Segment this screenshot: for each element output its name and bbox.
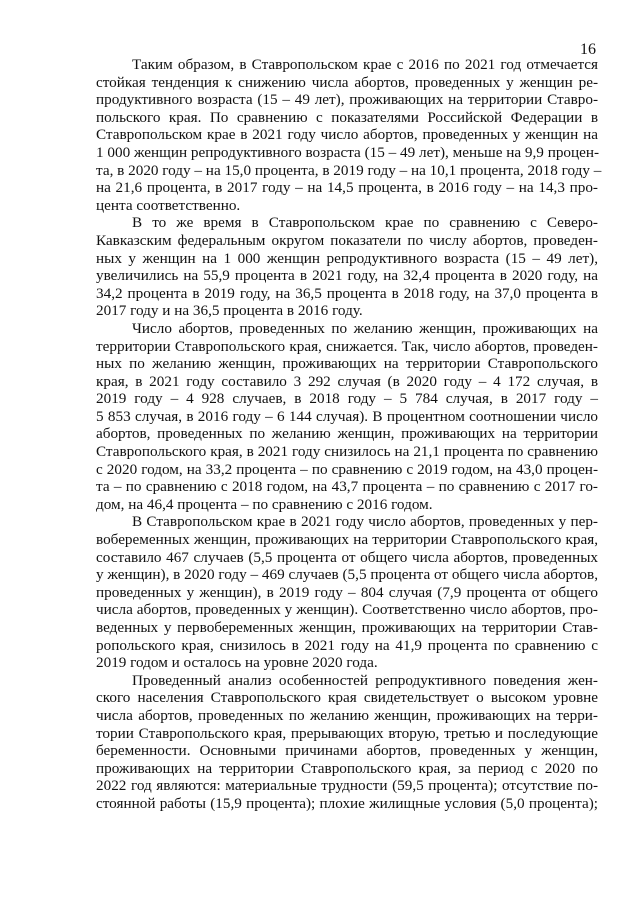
text-line: стойкая тенденция к снижению числа абортов, проведенных у женщин ре-	[96, 73, 598, 91]
paragraph	[96, 672, 598, 813]
text-line: увеличились на 55,9 процента в 2021 году, на 32,4 процента в 2020 году, на	[96, 267, 598, 285]
text-line: ных по желанию женщин, проживающих на территории Ставропольского	[96, 355, 598, 373]
text-line: ропольского края, снизилось в 2021 году на 41,9 процента по сравнению с	[96, 636, 598, 654]
text-line: вобеременных женщин, проживающих на территории Ставропольского края,	[96, 531, 598, 549]
text-line: Ставропольского края, в 2021 году снизилось на 21,1 процента по сравнению	[96, 443, 598, 461]
text-line: веденных у первобеременных женщин, проживающих на территории Став-	[96, 619, 598, 636]
text-line: Таким образом, в Ставропольском крае с 2016 по 2021 год отмечается	[132, 56, 598, 73]
text-line: у женщин), в 2020 году – 469 случаев (5,5 процента от общего числа абортов,	[96, 566, 598, 584]
text-line: Проведенный анализ особенностей репродуктивного поведения жен-	[132, 671, 598, 689]
text-line: территории Ставропольского края, снижается. Так, число абортов, проведен-	[96, 337, 598, 355]
text-line: Число абортов, проведенных по желанию женщин, проживающих на	[132, 319, 598, 337]
text-line: продуктивного возраста (15 – 49 лет), проживающих на территории Ставро-	[96, 91, 598, 109]
text-line: 1 000 женщин репродуктивного возраста (15 – 49 лет), меньше на 9,9 процен-	[96, 143, 600, 161]
paragraph	[96, 513, 598, 671]
text-line: проведенных у женщин), в 2019 году – 804 случая (7,9 процента от общего	[96, 583, 598, 601]
text-line: тории Ставропольского края, прерывающих вторую, третью и последующие	[96, 724, 598, 742]
paragraph	[96, 320, 598, 514]
text-line: польского края. По сравнению с показателями Российской Федерации в	[96, 108, 598, 126]
text-line: 2019 году – 4 928 случаев, в 2018 году – 5 784 случая, в 2017 году –	[96, 390, 598, 408]
text-line: с 2020 годом, на 33,2 процента – по сравнению с 2019 годом, на 43,0 процен-	[96, 460, 598, 478]
text-line: абортов, проведенных по желанию женщин, проживающих на территории	[96, 425, 598, 443]
text-line: числа абортов, проведенных у женщин). Соответственно число абортов, про-	[96, 601, 598, 619]
text-line: числа абортов, проведенных по желанию женщин, проживающих на терри-	[96, 706, 598, 724]
text-line: В то же время в Ставропольском крае по сравнению с Северо-	[132, 214, 598, 232]
text-line: проживающих на территории Ставропольского края, за период с 2020 по	[96, 759, 598, 777]
body-text	[96, 56, 602, 813]
text-line: 2017 году и на 36,5 процента в 2016 году.	[96, 302, 363, 320]
paragraph	[96, 56, 602, 214]
text-line: дом, на 46,4 процента – по сравнению с 2016 годом.	[96, 495, 433, 513]
text-line: 34,2 процента в 2019 году, на 36,5 процента в 2018 году, на 37,0 процента в	[96, 284, 598, 302]
text-line: 5 853 случая, в 2016 году – 6 144 случая). В процентном соотношении число	[96, 407, 598, 425]
text-line: В Ставропольском крае в 2021 году число абортов, проведенных у пер-	[132, 513, 598, 531]
text-line: ных у женщин на 1 000 женщин репродуктивного возраста (15 – 49 лет),	[96, 249, 598, 267]
text-line: беременности. Основными причинами абортов, проведенных у женщин,	[96, 742, 598, 760]
text-line: та, в 2020 году – на 15,0 процента, в 2019 году – на 10,1 процента, 2018 году –	[96, 161, 602, 179]
text-line: 2022 год являются: материальные трудности (59,5 процента); отсутствие по-	[96, 777, 598, 795]
text-line: та – по сравнению с 2018 годом, на 43,7 процента – по сравнению с 2017 го-	[96, 478, 598, 496]
paragraph	[96, 214, 598, 320]
page-number: 16	[580, 41, 596, 58]
text-line: цента соответственно.	[96, 196, 241, 214]
text-line: 2019 годом и осталось на уровне 2020 года.	[96, 654, 378, 672]
text-line: Кавказским федеральным округом показатели по числу абортов, проведен-	[96, 231, 598, 249]
text-line: на 21,6 процента, в 2017 году – на 14,5 процента, в 2016 году – на 14,3 про-	[96, 179, 598, 197]
text-line: ского населения Ставропольского края свидетельствует о высоком уровне	[96, 689, 598, 707]
text-line: составило 467 случаев (5,5 процента от общего числа абортов, проведенных	[96, 548, 598, 566]
text-line: края, в 2021 году составило 3 292 случая (в 2020 году – 4 172 случая, в	[96, 372, 598, 390]
text-line: стоянной работы (15,9 процента); плохие жилищные условия (5,0 процента);	[96, 794, 598, 812]
text-line: Ставропольском крае в 2021 году число абортов, проведенных у женщин на	[96, 126, 598, 144]
